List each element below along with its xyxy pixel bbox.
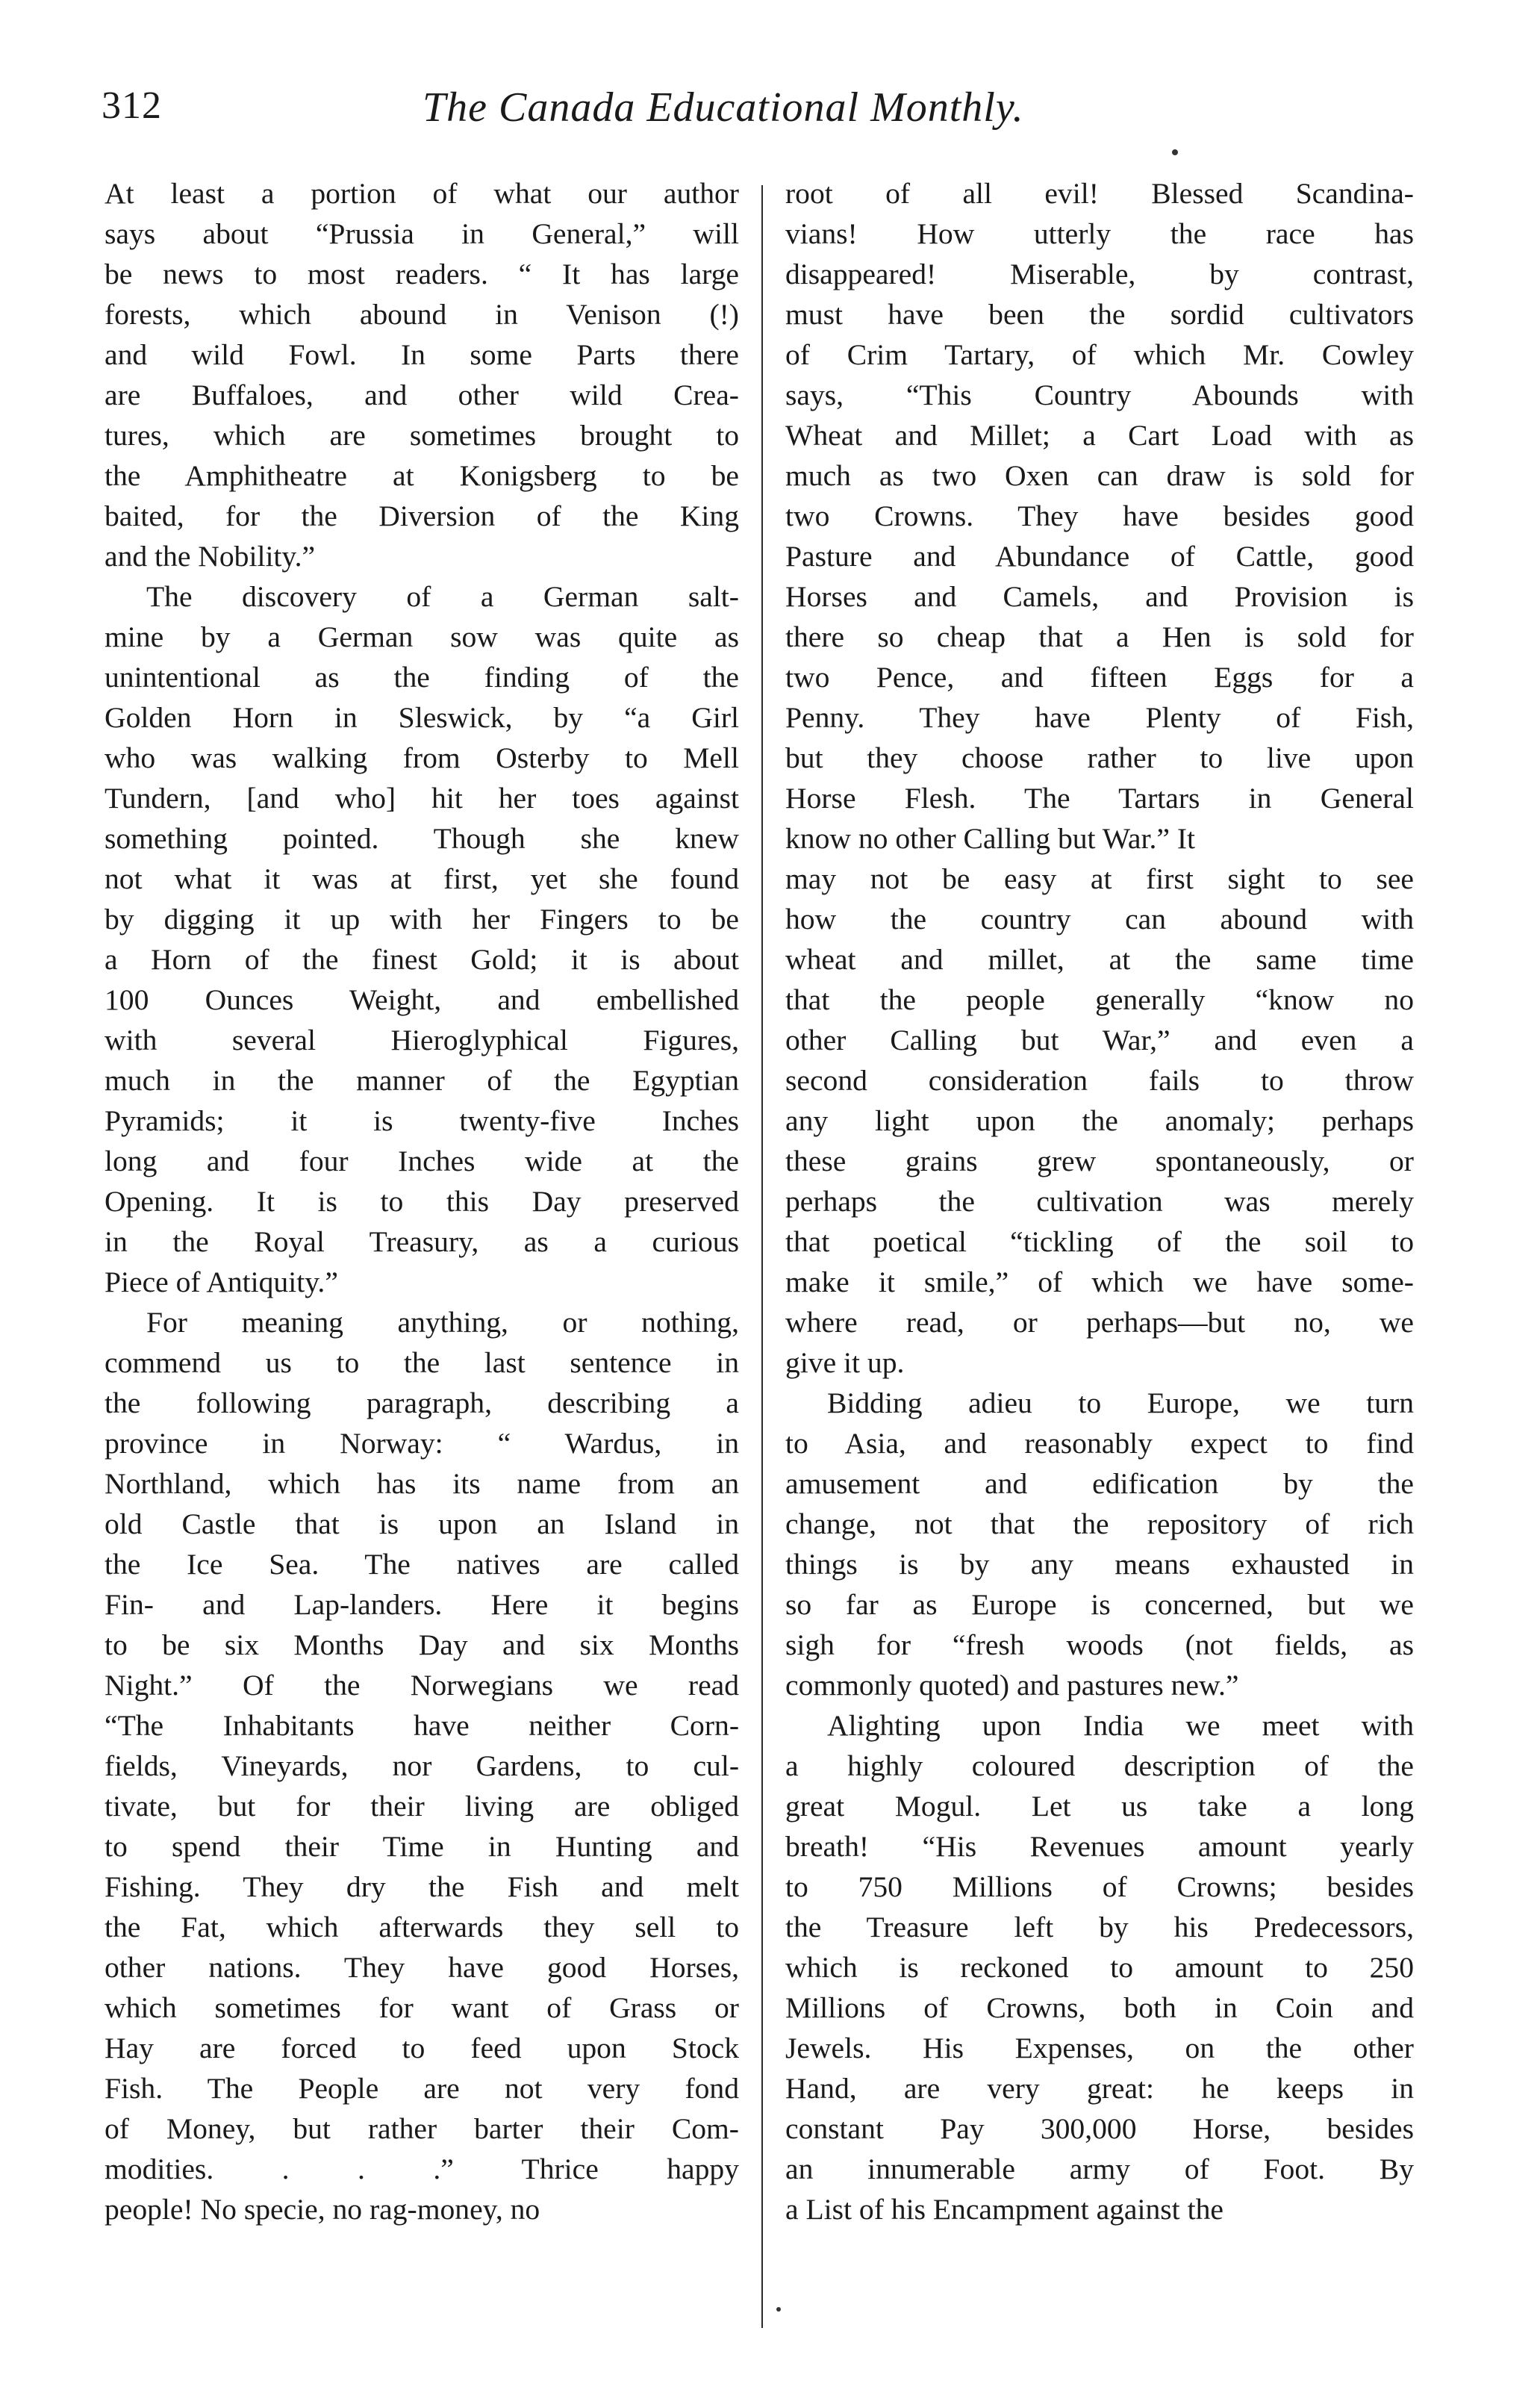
page-header	[102, 84, 1445, 151]
text-line: Golden Horn in Sleswick, by “a Girl	[105, 701, 739, 734]
text-line: are Buffaloes, and other wild Crea-	[105, 379, 739, 411]
text-line: forests, which abound in Venison (!)	[105, 298, 739, 331]
text-line: Night.” Of the Norwegians we read	[105, 1669, 739, 1702]
text-line: old Castle that is upon an Island in	[105, 1507, 739, 1540]
text-line: other nations. They have good Horses,	[105, 1951, 739, 1984]
text-line: a highly coloured description of the	[785, 1749, 1414, 1782]
text-line: of Crim Tartary, of which Mr. Cowley	[785, 338, 1414, 371]
print-speck	[776, 2307, 781, 2312]
text-line: there so cheap that a Hen is sold for	[785, 620, 1414, 653]
text-line: Fish. The People are not very fond	[105, 2072, 739, 2105]
text-line: Millions of Crowns, both in Coin and	[785, 1991, 1414, 2024]
column-divider	[761, 185, 763, 2328]
text-line: but they choose rather to live upon	[785, 741, 1414, 774]
text-line: second consideration fails to throw	[785, 1064, 1414, 1097]
text-line: an innumerable army of Foot. By	[785, 2153, 1414, 2185]
text-line: that poetical “tickling of the soil to	[785, 1225, 1414, 1258]
text-line: much in the manner of the Egyptian	[105, 1064, 739, 1097]
text-line: unintentional as the finding of the	[105, 661, 739, 694]
right-column	[785, 173, 1414, 2229]
text-line: the Treasure left by his Predecessors,	[785, 1911, 1414, 1943]
text-line: how the country can abound with	[785, 903, 1414, 936]
text-line: the Fat, which afterwards they sell to	[105, 1911, 739, 1943]
text-line: perhaps the cultivation was merely	[785, 1185, 1414, 1218]
text-line: Jewels. His Expenses, on the other	[785, 2032, 1414, 2064]
text-line: where read, or perhaps—but no, we	[785, 1306, 1414, 1339]
text-line: with several Hieroglyphical Figures,	[105, 1024, 739, 1056]
text-line: to 750 Millions of Crowns; besides	[785, 1870, 1414, 1903]
text-line: things is by any means exhausted in	[785, 1548, 1414, 1581]
text-line: to Asia, and reasonably expect to find	[785, 1427, 1414, 1460]
text-line: that the people generally “know no	[785, 983, 1414, 1016]
text-line: modities. . . .” Thrice happy	[105, 2153, 739, 2185]
text-line: and the Nobility.”	[105, 540, 316, 573]
text-line: says, “This Country Abounds with	[785, 379, 1414, 411]
text-line: constant Pay 300,000 Horse, besides	[785, 2112, 1414, 2145]
text-line: who was walking from Osterby to Mell	[105, 741, 739, 774]
text-line: breath! “His Revenues amount yearly	[785, 1830, 1414, 1863]
text-line: tivate, but for their living are obliged	[105, 1790, 739, 1823]
text-line: in the Royal Treasury, as a curious	[105, 1225, 739, 1258]
text-line: “The Inhabitants have neither Corn-	[105, 1709, 739, 1742]
text-line: make it smile,” of which we have some-	[785, 1266, 1414, 1298]
text-line: Bidding adieu to Europe, we turn	[827, 1386, 1414, 1419]
text-line: Northland, which has its name from an	[105, 1467, 739, 1500]
text-line: commend us to the last sentence in	[105, 1346, 739, 1379]
text-line: Penny. They have Plenty of Fish,	[785, 701, 1414, 734]
text-line: which is reckoned to amount to 250	[785, 1951, 1414, 1984]
text-line: Horses and Camels, and Provision is	[785, 580, 1414, 613]
text-line: a List of his Encampment against the	[785, 2193, 1223, 2226]
text-line: not what it was at first, yet she found	[105, 862, 739, 895]
text-line: change, not that the repository of rich	[785, 1507, 1414, 1540]
text-line: any light upon the anomaly; perhaps	[785, 1104, 1414, 1137]
text-line: sigh for “fresh woods (not fields, as	[785, 1628, 1414, 1661]
text-line: mine by a German sow was quite as	[105, 620, 739, 653]
text-line: wheat and millet, at the same time	[785, 943, 1414, 976]
text-line: Fin- and Lap-landers. Here it begins	[105, 1588, 739, 1621]
text-line: so far as Europe is concerned, but we	[785, 1588, 1414, 1621]
text-line: fields, Vineyards, nor Gardens, to cul-	[105, 1749, 739, 1782]
text-line: other Calling but War,” and even a	[785, 1024, 1414, 1056]
left-column	[105, 173, 739, 2229]
text-line: of Money, but rather barter their Com-	[105, 2112, 739, 2145]
text-line: Alighting upon India we meet with	[827, 1709, 1414, 1742]
text-line: tures, which are sometimes brought to	[105, 419, 739, 452]
text-line: must have been the sordid cultivators	[785, 298, 1414, 331]
text-line: these grains grew spontaneously, or	[785, 1145, 1414, 1177]
text-line: Horse Flesh. The Tartars in General	[785, 782, 1414, 815]
text-line: to spend their Time in Hunting and	[105, 1830, 739, 1863]
text-line: Fishing. They dry the Fish and melt	[105, 1870, 739, 1903]
text-line: may not be easy at first sight to see	[785, 862, 1414, 895]
text-line: root of all evil! Blessed Scandina-	[785, 177, 1414, 210]
text-line: the Ice Sea. The natives are called	[105, 1548, 739, 1581]
text-line: two Pence, and fifteen Eggs for a	[785, 661, 1414, 694]
text-line: Tundern, [and who] hit her toes against	[105, 782, 739, 815]
text-line: people! No specie, no rag-money, no	[105, 2193, 540, 2226]
text-line: says about “Prussia in General,” will	[105, 217, 739, 250]
text-line: Wheat and Millet; a Cart Load with as	[785, 419, 1414, 452]
text-line: The discovery of a German salt-	[146, 580, 739, 613]
text-line: commonly quoted) and pastures new.”	[785, 1669, 1239, 1702]
text-line: At least a portion of what our author	[105, 177, 739, 210]
text-line: Piece of Antiquity.”	[105, 1266, 338, 1298]
text-line: a Horn of the finest Gold; it is about	[105, 943, 739, 976]
text-line: Hay are forced to feed upon Stock	[105, 2032, 739, 2064]
text-line: something pointed. Though she knew	[105, 822, 739, 855]
text-line: Hand, are very great: he keeps in	[785, 2072, 1414, 2105]
text-line: amusement and edification by the	[785, 1467, 1414, 1500]
text-line: be news to most readers. “ It has large	[105, 258, 739, 290]
text-line: vians! How utterly the race has	[785, 217, 1414, 250]
text-line: the following paragraph, describing a	[105, 1386, 739, 1419]
text-line: much as two Oxen can draw is sold for	[785, 459, 1414, 492]
text-line: disappeared! Miserable, by contrast,	[785, 258, 1414, 290]
text-line: which sometimes for want of Grass or	[105, 1991, 739, 2024]
text-line: Pyramids; it is twenty-five Inches	[105, 1104, 739, 1137]
text-line: For meaning anything, or nothing,	[146, 1306, 739, 1339]
text-line: Opening. It is to this Day preserved	[105, 1185, 739, 1218]
print-speck	[1172, 149, 1178, 155]
text-line: province in Norway: “ Wardus, in	[105, 1427, 739, 1460]
text-line: 100 Ounces Weight, and embellished	[105, 983, 739, 1016]
text-line: great Mogul. Let us take a long	[785, 1790, 1414, 1823]
text-line: two Crowns. They have besides good	[785, 499, 1414, 532]
text-line: by digging it up with her Fingers to be	[105, 903, 739, 936]
text-line: and wild Fowl. In some Parts there	[105, 338, 739, 371]
text-line: Pasture and Abundance of Cattle, good	[785, 540, 1414, 573]
text-line: to be six Months Day and six Months	[105, 1628, 739, 1661]
text-line: give it up.	[785, 1346, 905, 1379]
text-line: baited, for the Diversion of the King	[105, 499, 739, 532]
text-line: long and four Inches wide at the	[105, 1145, 739, 1177]
text-line: know no other Calling but War.” It	[785, 822, 1195, 855]
running-title: The Canada Educational Monthly.	[423, 84, 1024, 131]
page-number: 312	[102, 84, 162, 127]
text-line: the Amphitheatre at Konigsberg to be	[105, 459, 739, 492]
